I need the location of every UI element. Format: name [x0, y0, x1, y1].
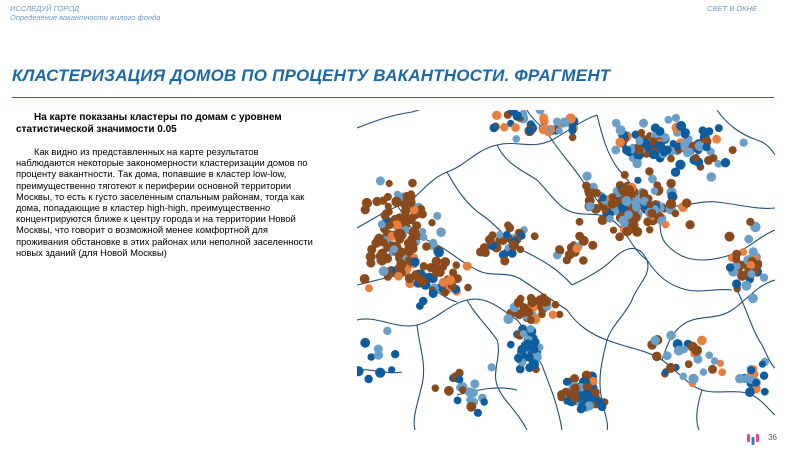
- cluster-point-low-high: [674, 346, 684, 356]
- cluster-point-low-high: [632, 203, 641, 212]
- cluster-point-high-high: [649, 137, 657, 145]
- cluster-point-low-high: [622, 196, 632, 206]
- cluster-point-low-low: [759, 361, 766, 368]
- cluster-point-high-high: [542, 297, 552, 307]
- cluster-point-low-low: [671, 168, 680, 177]
- cluster-point-high-high: [646, 226, 653, 233]
- cluster-point-high-high: [440, 257, 450, 267]
- cluster-point-high-high: [527, 298, 536, 307]
- cluster-point-high-high: [384, 193, 392, 201]
- cluster-point-high-high: [557, 390, 566, 399]
- cluster-point-high-high: [373, 236, 382, 245]
- cluster-point-low-high: [633, 159, 642, 168]
- cluster-point-low-low: [481, 398, 488, 405]
- cluster-point-high-high: [708, 365, 717, 374]
- cluster-point-high-high: [647, 209, 656, 218]
- cluster-point-low-high: [749, 247, 758, 256]
- cluster-point-high-high: [692, 345, 702, 355]
- cluster-point-low-low: [660, 148, 669, 157]
- title-divider: [12, 97, 774, 98]
- cluster-point-low-high: [760, 273, 768, 281]
- cluster-point-low-low: [434, 247, 444, 257]
- cluster-point-high-high: [732, 255, 740, 263]
- cluster-point-low-low: [760, 372, 768, 380]
- cluster-point-low-high: [666, 331, 676, 341]
- cluster-map: [357, 110, 775, 430]
- cluster-point-high-high: [569, 134, 577, 142]
- cluster-point-high-high: [441, 289, 449, 297]
- cluster-point-low-low: [670, 140, 677, 147]
- cluster-point-low-low: [507, 341, 515, 349]
- cluster-point-low-high: [383, 327, 391, 335]
- cluster-point-low-high: [527, 325, 535, 333]
- district-boundary: [600, 340, 608, 430]
- district-boundary: [357, 110, 419, 128]
- cluster-point-high-high: [583, 383, 590, 390]
- cluster-point-high-high: [685, 360, 693, 368]
- cluster-point-low-low: [600, 194, 607, 201]
- cluster-point-low-high: [735, 374, 745, 384]
- cluster-point-high-high: [405, 246, 414, 255]
- cluster-point-high-low: [573, 244, 582, 253]
- cluster-point-high-high: [405, 274, 415, 284]
- district-boundary: [647, 260, 732, 291]
- cluster-point-high-high: [609, 193, 617, 201]
- cluster-point-high-high: [667, 155, 675, 163]
- cluster-point-low-high: [379, 266, 389, 276]
- cluster-point-high-low: [492, 111, 501, 120]
- cluster-point-low-high: [433, 212, 441, 220]
- cluster-point-high-high: [408, 179, 417, 188]
- cluster-point-high-high: [563, 256, 571, 264]
- cluster-point-low-low: [726, 263, 734, 271]
- cluster-point-low-high: [688, 374, 698, 384]
- page-number: 36: [768, 433, 777, 442]
- cluster-point-high-high: [360, 274, 370, 284]
- cluster-point-low-low: [360, 338, 370, 348]
- cluster-point-high-high: [570, 384, 579, 393]
- cluster-point-high-low: [539, 125, 549, 135]
- cluster-point-high-high: [509, 240, 519, 250]
- cluster-point-low-high: [700, 368, 708, 376]
- cluster-point-high-high: [406, 214, 416, 224]
- cluster-point-low-low: [375, 368, 385, 378]
- cluster-point-high-high: [420, 262, 428, 270]
- cluster-point-low-high: [744, 235, 753, 244]
- cluster-point-high-high: [500, 257, 509, 266]
- cluster-point-high-high: [652, 352, 662, 362]
- cluster-point-high-high: [459, 386, 466, 393]
- cluster-point-high-high: [666, 179, 675, 188]
- cluster-point-high-high: [666, 363, 676, 373]
- cluster-point-low-high: [707, 172, 717, 182]
- cluster-point-low-low: [526, 127, 534, 135]
- cluster-point-low-low: [416, 302, 424, 310]
- cluster-point-low-high: [496, 231, 504, 239]
- cluster-point-low-low: [699, 126, 707, 134]
- cluster-point-low-low: [747, 387, 754, 394]
- header-brand-block: [10, 4, 160, 22]
- cluster-point-low-high: [747, 270, 755, 278]
- cluster-point-high-high: [505, 223, 514, 232]
- cluster-point-low-high: [748, 293, 758, 303]
- cluster-point-high-high: [686, 220, 695, 229]
- cluster-point-low-high: [560, 118, 570, 128]
- district-boundary: [697, 390, 702, 430]
- cluster-point-high-high: [672, 210, 680, 218]
- cluster-point-low-high: [639, 119, 648, 128]
- cluster-point-high-high: [593, 189, 601, 197]
- cluster-point-high-high: [638, 129, 645, 136]
- brand-logo-icon: [746, 432, 760, 446]
- cluster-point-high-high: [610, 227, 617, 234]
- cluster-point-high-high: [372, 197, 381, 206]
- cluster-point-low-low: [490, 124, 499, 133]
- cluster-point-low-high: [706, 351, 714, 359]
- cluster-point-high-high: [640, 189, 649, 198]
- slide-title: КЛАСТЕРИЗАЦИЯ ДОМОВ ПО ПРОЦЕНТУ ВАКАНТНОСТИ. ФРАГМЕНТ: [12, 66, 611, 85]
- cluster-point-high-high: [538, 311, 546, 319]
- cluster-point-low-high: [635, 137, 643, 145]
- cluster-point-low-low: [721, 158, 730, 167]
- cluster-point-high-high: [531, 232, 539, 240]
- cluster-point-high-low: [615, 138, 625, 148]
- cluster-point-low-high: [374, 345, 383, 354]
- lead-text: На карте показаны кластеры по домам с уровнем статистической значимости 0.05: [16, 112, 282, 135]
- cluster-point-low-low: [577, 405, 586, 414]
- cluster-point-low-high: [693, 355, 702, 364]
- cluster-point-low-high: [683, 148, 692, 157]
- cluster-point-high-high: [377, 256, 387, 266]
- cluster-point-high-high: [386, 180, 393, 187]
- cluster-point-low-high: [741, 281, 751, 291]
- cluster-point-high-high: [646, 201, 654, 209]
- cluster-point-low-low: [364, 375, 372, 383]
- cluster-point-high-high: [682, 198, 691, 207]
- cluster-point-high-high: [428, 219, 435, 226]
- cluster-point-high-high: [746, 218, 754, 226]
- cluster-point-low-low: [634, 177, 641, 184]
- cluster-point-low-high: [469, 388, 478, 397]
- header-brand: ИССЛЕДУЙ ГОРОД: [10, 4, 80, 13]
- cluster-point-low-high: [488, 363, 496, 371]
- cluster-point-high-high: [386, 221, 394, 229]
- cluster-point-high-high: [710, 154, 718, 162]
- cluster-point-low-low: [503, 231, 511, 239]
- cluster-point-high-high: [527, 316, 535, 324]
- cluster-point-low-high: [672, 114, 680, 122]
- cluster-point-low-high: [740, 139, 748, 147]
- cluster-point-low-high: [679, 373, 687, 381]
- header-subtitle: Определение вакантности жилого фонда: [10, 13, 161, 22]
- cluster-point-low-high: [420, 233, 428, 241]
- cluster-point-high-high: [576, 218, 584, 226]
- cluster-point-high-high: [385, 203, 392, 210]
- cluster-point-high-high: [361, 205, 370, 214]
- cluster-point-low-low: [569, 124, 576, 131]
- cluster-point-low-low: [732, 279, 741, 288]
- cluster-point-low-low: [514, 354, 523, 363]
- cluster-point-low-low: [454, 397, 462, 405]
- cluster-point-low-high: [378, 220, 386, 228]
- cluster-point-high-high: [432, 384, 440, 392]
- cluster-point-high-low: [500, 123, 509, 132]
- cluster-point-low-high: [624, 210, 633, 219]
- cluster-point-high-high: [619, 186, 629, 196]
- cluster-point-low-high: [665, 116, 673, 124]
- cluster-point-low-low: [529, 340, 538, 349]
- cluster-point-high-high: [433, 263, 441, 271]
- cluster-point-low-high: [663, 351, 672, 360]
- cluster-point-low-high: [556, 127, 563, 134]
- cluster-point-low-low: [410, 257, 419, 266]
- district-boundary: [572, 260, 612, 285]
- cluster-point-low-low: [563, 378, 571, 386]
- cluster-point-high-high: [729, 146, 737, 154]
- cluster-point-high-low: [365, 284, 373, 292]
- district-boundary: [607, 248, 648, 340]
- cluster-point-high-high: [570, 374, 579, 383]
- cluster-point-low-low: [455, 376, 463, 384]
- cluster-point-high-high: [622, 227, 632, 237]
- cluster-point-high-high: [645, 167, 653, 175]
- cluster-point-low-high: [680, 140, 689, 149]
- cluster-point-high-low: [463, 262, 472, 271]
- cluster-point-low-low: [388, 366, 395, 373]
- cluster-point-high-high: [582, 182, 590, 190]
- cluster-point-high-low: [697, 336, 707, 346]
- cluster-point-low-high: [711, 357, 719, 365]
- cluster-point-low-high: [586, 202, 595, 211]
- cluster-point-high-high: [413, 272, 422, 281]
- cluster-point-low-low: [391, 350, 399, 358]
- cluster-point-low-low: [367, 353, 375, 361]
- cluster-point-high-high: [598, 215, 608, 225]
- cluster-point-high-high: [555, 245, 564, 254]
- cluster-point-high-low: [718, 368, 726, 376]
- cluster-point-high-high: [570, 393, 579, 402]
- cluster-map-svg: [357, 110, 775, 430]
- cluster-point-low-high: [583, 172, 592, 181]
- cluster-point-low-low: [622, 146, 631, 155]
- cluster-point-high-high: [444, 386, 454, 396]
- cluster-point-high-high: [520, 303, 529, 312]
- cluster-point-high-high: [588, 241, 597, 250]
- cluster-point-high-high: [393, 229, 403, 239]
- cluster-point-high-high: [381, 211, 390, 220]
- cluster-point-high-low: [712, 135, 721, 144]
- cluster-point-high-high: [485, 235, 495, 245]
- cluster-point-high-low: [445, 275, 455, 285]
- cluster-point-high-high: [407, 190, 414, 197]
- cluster-point-high-low: [662, 221, 670, 229]
- cluster-point-high-high: [579, 256, 588, 265]
- cluster-point-high-low: [549, 311, 557, 319]
- cluster-point-high-high: [621, 171, 629, 179]
- cluster-point-high-high: [481, 248, 490, 257]
- cluster-point-high-high: [406, 197, 416, 207]
- cluster-point-low-high: [611, 146, 620, 155]
- body-text: Как видно из представленных на карте результатов наблюдаются некоторые закономерности кластеризации домов по проценту вакантности. Так дома, попавшие в кластер low-low, преимущественно тяготеют к периферии основной территории Москвы, то есть к густо заселенным спальным районам, тогда как дома, попадающие в кластер high-high, преимущественно концентрируются ближе к центру города и на территории Новой Москвы, что говорит о возможной менее комфортной для проживания обстановке в этих районах или неполной заселенности новых зданий (для Новой Москвы): [16, 146, 313, 258]
- cluster-point-low-high: [616, 125, 626, 135]
- cluster-point-high-high: [635, 145, 644, 154]
- cluster-point-low-low: [761, 388, 769, 396]
- cluster-point-low-low: [676, 121, 686, 131]
- cluster-point-high-high: [418, 210, 427, 219]
- district-boundary: [414, 325, 424, 430]
- cluster-point-low-low: [598, 402, 607, 411]
- header-right-label: СВЕТ В ОКНЕ: [707, 4, 757, 13]
- cluster-point-high-high: [410, 231, 420, 241]
- cluster-point-low-low: [649, 150, 658, 159]
- cluster-point-low-high: [436, 227, 446, 237]
- cluster-point-high-low: [394, 272, 403, 281]
- cluster-point-high-high: [552, 301, 560, 309]
- cluster-point-low-low: [747, 366, 755, 374]
- cluster-point-high-high: [466, 402, 476, 412]
- cluster-point-low-low: [429, 289, 438, 298]
- cluster-point-high-high: [464, 284, 472, 292]
- cluster-point-low-high: [376, 176, 385, 185]
- cluster-point-high-low: [511, 123, 520, 132]
- cluster-point-high-high: [579, 236, 589, 246]
- cluster-point-low-high: [513, 135, 521, 143]
- cluster-point-low-high: [390, 245, 398, 253]
- cluster-point-high-high: [453, 261, 461, 269]
- cluster-point-low-high: [651, 336, 660, 345]
- cluster-point-high-high: [725, 232, 735, 242]
- cluster-point-high-high: [422, 242, 430, 250]
- district-boundary: [717, 110, 775, 155]
- cluster-point-low-low: [715, 124, 723, 132]
- cluster-point-low-low: [703, 143, 711, 151]
- cluster-point-low-low: [513, 111, 522, 120]
- cluster-point-high-high: [692, 154, 699, 161]
- cluster-point-high-high: [432, 270, 440, 278]
- cluster-point-low-high: [470, 379, 479, 388]
- cluster-point-low-high: [503, 314, 513, 324]
- cluster-point-high-high: [666, 199, 676, 209]
- cluster-point-low-high: [606, 215, 614, 223]
- cluster-point-low-low: [752, 379, 760, 387]
- cluster-point-low-high: [520, 330, 527, 337]
- cluster-point-high-high: [591, 388, 599, 396]
- cluster-point-low-high: [651, 187, 659, 195]
- cluster-point-low-low: [357, 366, 364, 376]
- cluster-point-high-high: [601, 206, 609, 214]
- cluster-point-high-high: [391, 197, 401, 207]
- cluster-point-low-low: [681, 130, 689, 138]
- cluster-point-low-low: [655, 127, 664, 136]
- cluster-point-high-high: [366, 259, 375, 268]
